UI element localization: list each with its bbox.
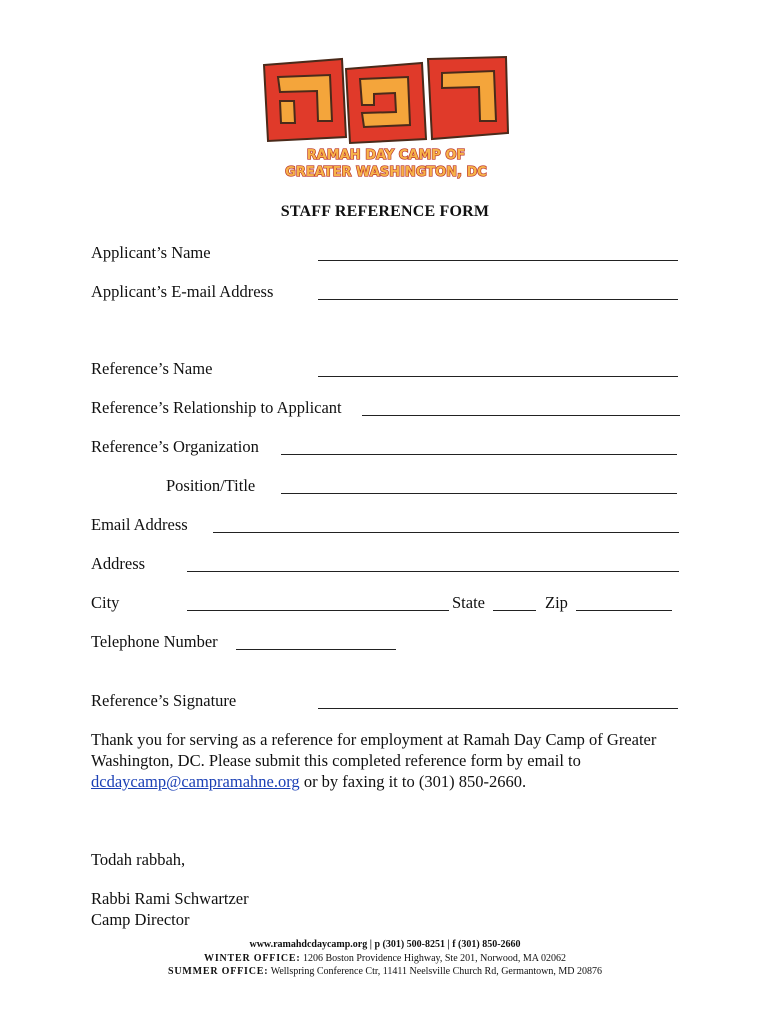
city-line[interactable] [187, 610, 449, 611]
logo-text-line1: RAMAH DAY CAMP OF [306, 148, 466, 163]
zip-line[interactable] [576, 610, 672, 611]
summer-office-label: SUMMER OFFICE: [167, 966, 269, 977]
position-title-label: Position/Title [166, 476, 256, 495]
footer-winter-office [0, 952, 770, 965]
zip-label: Zip [545, 593, 568, 612]
email-address-label: Email Address [91, 515, 188, 534]
organization-line[interactable] [281, 454, 677, 455]
relationship-label: Reference’s Relationship to Applicant [91, 398, 342, 417]
address-line[interactable] [187, 571, 679, 572]
relationship-line[interactable] [362, 415, 680, 416]
reference-name-label: Reference’s Name [91, 359, 213, 378]
city-label: City [91, 593, 120, 612]
signature-line[interactable] [318, 708, 678, 709]
organization-label: Reference’s Organization [91, 437, 259, 456]
winter-office-address: 1206 Boston Providence Highway, Ste 201, Norwood, MA 02062 [303, 953, 566, 964]
signer-name: Rabbi Rami Schwartzer [91, 889, 249, 908]
position-title-line[interactable] [281, 493, 677, 494]
telephone-label: Telephone Number [91, 632, 218, 651]
winter-office-label: WINTER OFFICE: [204, 953, 301, 964]
footer-summer-office [0, 965, 770, 978]
applicant-email-line[interactable] [318, 299, 678, 300]
applicant-name-label: Applicant’s Name [91, 243, 211, 262]
state-line[interactable] [493, 610, 536, 611]
state-label: State [452, 593, 485, 612]
ramah-day-camp-logo [262, 55, 510, 180]
reference-name-line[interactable] [318, 376, 678, 377]
footer-contact: www.ramahdcdaycamp.org | p (301) 500-8251 | f (301) 850-2660 [249, 939, 521, 950]
email-link[interactable]: dcdaycamp@campramahne.org [91, 772, 300, 791]
email-address-line[interactable] [213, 532, 679, 533]
form-title: STAFF REFERENCE FORM [280, 203, 490, 220]
instructions-paragraph [91, 729, 691, 792]
address-label: Address [91, 554, 146, 573]
logo-text-line2: GREATER WASHINGTON, DC [285, 165, 487, 180]
signature-label: Reference’s Signature [91, 691, 237, 710]
telephone-line[interactable] [236, 649, 396, 650]
applicant-name-line[interactable] [318, 260, 678, 261]
instructions-text-end: or by faxing it to (301) 850-2660. [303, 772, 527, 791]
signer-role: Camp Director [91, 910, 190, 929]
applicant-email-label: Applicant’s E-mail Address [91, 282, 274, 301]
closing-thanks: Todah rabbah, [91, 850, 186, 869]
hebrew-letters-graphic [264, 57, 508, 143]
instructions-text: Thank you for serving as a reference for employment at Ramah Day Camp of Greater Washington, DC. Please submit this completed reference form by email to [91, 730, 657, 770]
summer-office-address: Wellspring Conference Ctr, 11411 Neelsville Church Rd, Germantown, MD 20876 [270, 966, 603, 977]
